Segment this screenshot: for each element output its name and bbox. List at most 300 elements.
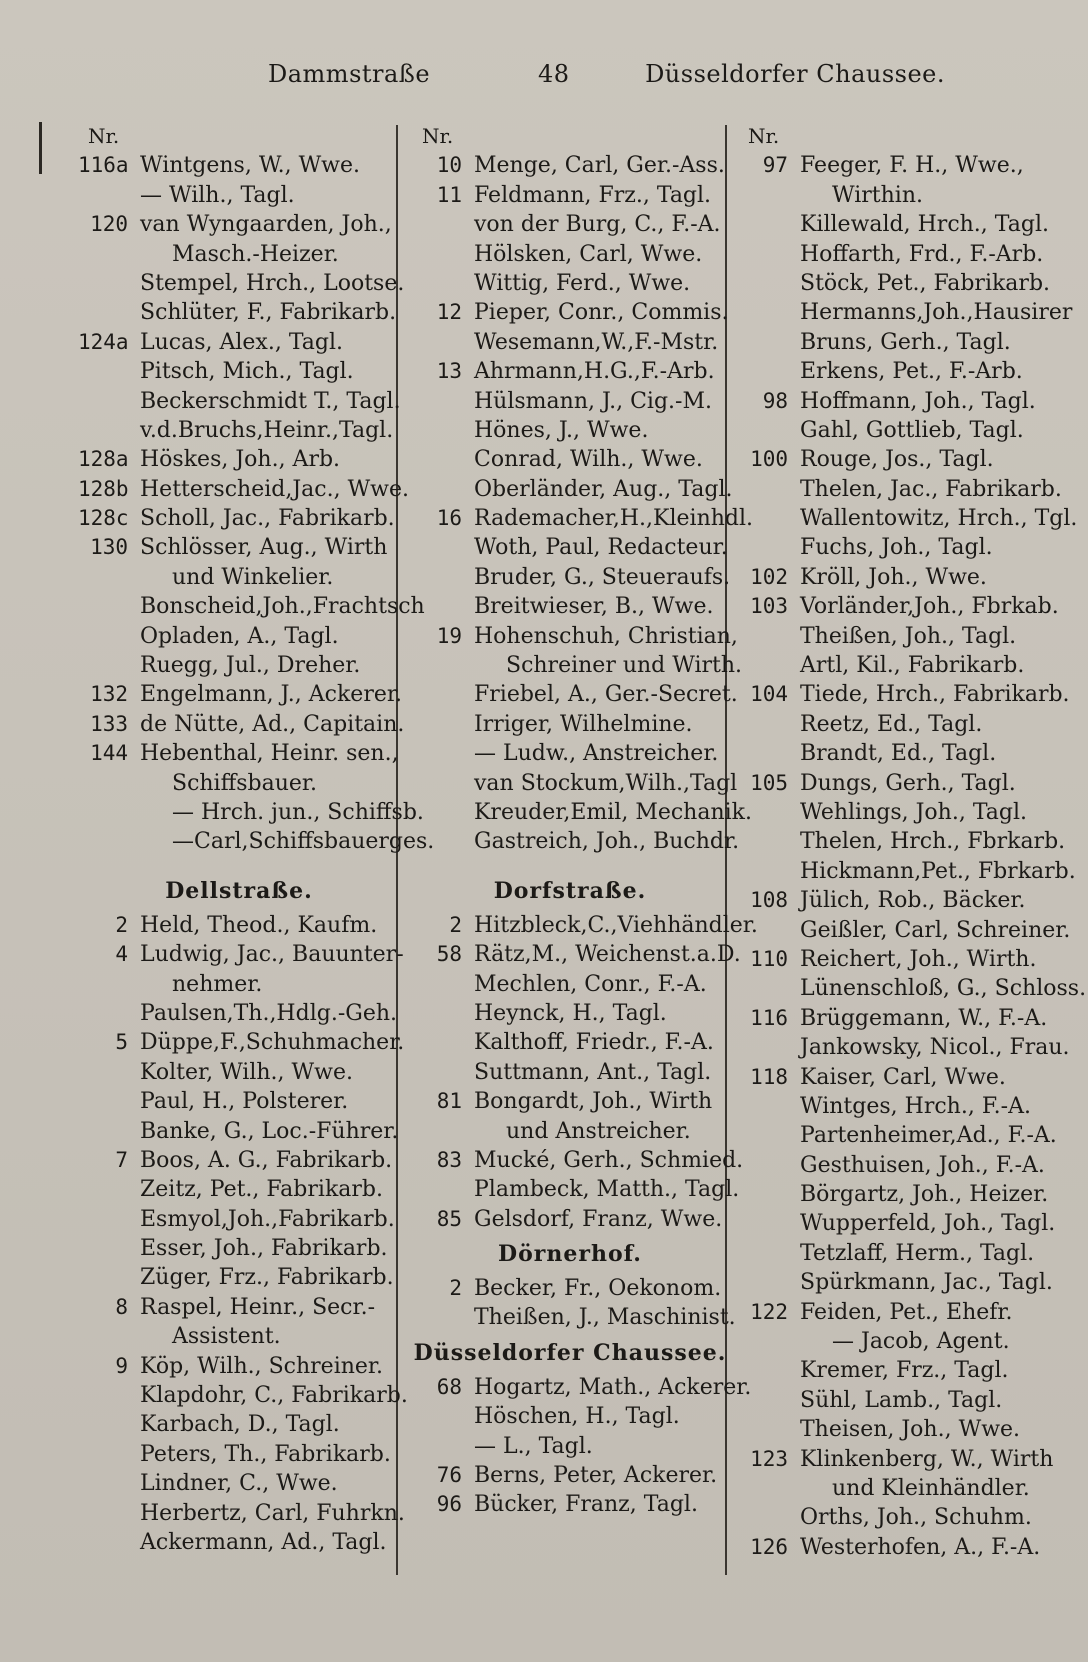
house-number: 83 — [436, 1147, 462, 1172]
entry-text: Pieper, Conr., Commis. — [474, 300, 729, 326]
entry-text: Plambeck, Matth., Tagl. — [474, 1177, 740, 1203]
entry-text: Karbach, D., Tagl. — [140, 1412, 340, 1438]
directory-entry — [412, 1303, 736, 1332]
entry-text: Tetzlaff, Herm., Tagl. — [800, 1240, 1035, 1266]
directory-entry — [738, 1092, 1060, 1121]
directory-entry — [412, 1490, 728, 1519]
entry-text: Irriger, Wilhelmine. — [474, 711, 693, 737]
entry-text: Hölsken, Carl, Wwe. — [474, 241, 703, 267]
house-number: 5 — [115, 1030, 128, 1055]
house-number: 2 — [115, 912, 128, 937]
entry-text: Killewald, Hrch., Tagl. — [800, 212, 1049, 238]
house-number: 144 — [90, 741, 128, 766]
entry-text: Ruegg, Jul., Dreher. — [140, 653, 361, 679]
entry-text: Theißen, J., Maschinist. — [474, 1305, 736, 1331]
directory-entry — [78, 999, 400, 1028]
directory-entry — [78, 1528, 400, 1557]
entry-text: Schreiner und Wirth. — [506, 653, 743, 679]
directory-entry — [78, 1499, 405, 1528]
house-number: 85 — [436, 1206, 462, 1231]
entry-text: Klinkenberg, W., Wirth — [800, 1446, 1054, 1472]
entry-text: Paul, H., Polsterer. — [140, 1089, 349, 1115]
entry-text: — Ludw., Anstreicher. — [474, 741, 719, 767]
entry-text: Mucké, Gerh., Schmied. — [474, 1147, 744, 1173]
entry-text: Hoffarth, Frd., F.-Arb. — [800, 241, 1044, 267]
directory-entry — [738, 1268, 1060, 1297]
directory-entry — [738, 592, 1060, 621]
directory-entry — [78, 1058, 400, 1087]
entry-text: Esmyol,Joh.,Fabrikarb. — [140, 1206, 395, 1232]
directory-entry — [738, 416, 1060, 445]
entry-text: Hetterscheid,Jac., Wwe. — [140, 476, 410, 502]
entry-text: Hoffmann, Joh., Tagl. — [800, 388, 1036, 414]
entry-text: Reetz, Ed., Tagl. — [800, 711, 983, 737]
entry-text: Hönes, J., Wwe. — [474, 417, 649, 443]
directory-entry — [738, 886, 1060, 915]
directory-entry — [738, 563, 1060, 592]
directory-entry — [738, 1151, 1060, 1180]
directory-entry — [738, 945, 1060, 974]
entry-text: Schiffsbauer. — [172, 770, 317, 796]
directory-entry — [412, 1087, 728, 1116]
entry-text: Nr. — [88, 124, 120, 148]
entry-text: Brandt, Ed., Tagl. — [800, 741, 997, 767]
house-number: 10 — [436, 153, 462, 178]
house-number: 4 — [115, 942, 128, 967]
entry-text: Rouge, Jos., Tagl. — [800, 447, 994, 473]
directory-entry — [78, 798, 424, 827]
directory-entry — [412, 504, 754, 533]
house-number: 81 — [436, 1089, 462, 1114]
directory-entry — [78, 298, 400, 327]
directory-entry — [738, 1503, 1060, 1532]
house-number: 12 — [436, 300, 462, 325]
entry-text: Jülich, Rob., Bäcker. — [800, 888, 1026, 914]
entry-text: Opladen, A., Tagl. — [140, 623, 339, 649]
directory-entry — [412, 181, 728, 210]
house-number: 128a — [78, 447, 129, 472]
entry-text: Nr. — [748, 124, 780, 148]
entry-text: Hebenthal, Heinr. sen., — [140, 741, 399, 767]
entry-text: Stempel, Hrch., Lootse. — [140, 270, 405, 296]
directory-entry — [412, 533, 728, 562]
directory-entry — [78, 1381, 408, 1410]
directory-entry — [412, 1432, 728, 1461]
house-number: 97 — [762, 153, 788, 178]
entry-text: und Anstreicher. — [506, 1118, 691, 1144]
entry-text: Gahl, Gottlieb, Tagl. — [800, 417, 1024, 443]
entry-text: Hogartz, Math., Ackerer. — [474, 1374, 752, 1400]
page-number: 48 — [538, 60, 570, 88]
entry-text: Rademacher,H.,Kleinhdl. — [474, 506, 754, 532]
directory-entry — [78, 1146, 400, 1175]
directory-entry — [78, 504, 400, 533]
directory-entry — [412, 475, 733, 504]
entry-text: Woth, Paul, Redacteur. — [474, 535, 728, 561]
house-number: 2 — [449, 912, 462, 937]
directory-entry — [738, 710, 1060, 739]
street-heading — [412, 871, 728, 911]
directory-entry — [412, 827, 740, 856]
entry-text: Sühl, Lamb., Tagl. — [800, 1387, 1003, 1413]
street-heading — [78, 871, 400, 911]
entry-text: Gelsdorf, Franz, Wwe. — [474, 1206, 723, 1232]
entry-text: Höschen, H., Tagl. — [474, 1404, 680, 1430]
street-heading — [412, 1234, 728, 1274]
entry-text: Börgartz, Joh., Heizer. — [800, 1182, 1049, 1208]
directory-entry — [412, 445, 728, 474]
directory-entry — [78, 1352, 400, 1381]
house-number: 133 — [90, 711, 128, 736]
house-number: 76 — [436, 1463, 462, 1488]
directory-entry — [738, 739, 1060, 768]
directory-entry — [738, 1533, 1060, 1562]
entry-text: Menge, Carl, Ger.-Ass. — [474, 153, 725, 179]
entry-text: Ludwig, Jac., Bauunter- — [140, 942, 404, 968]
entry-text: Ahrmann,H.G.,F.-Arb. — [474, 359, 715, 385]
directory-entry — [78, 827, 435, 856]
directory-entry — [412, 328, 728, 357]
entry-text: Hermanns,Joh.,Hausirer — [800, 300, 1073, 326]
entry-text: Pitsch, Mich., Tagl. — [140, 359, 354, 385]
directory-entry — [738, 533, 1060, 562]
directory-entry — [738, 857, 1076, 886]
entry-text: Oberländer, Aug., Tagl. — [474, 476, 733, 502]
entry-text: Züger, Frz., Fabrikarb. — [140, 1265, 394, 1291]
entry-text: Berns, Peter, Ackerer. — [474, 1463, 718, 1489]
entry-text: Esser, Joh., Fabrikarb. — [140, 1236, 388, 1262]
entry-text: Kalthoff, Friedr., F.-A. — [474, 1030, 714, 1056]
directory-entry — [78, 533, 400, 562]
house-number: 2 — [449, 1276, 462, 1301]
house-number: 96 — [436, 1492, 462, 1517]
directory-entry — [78, 911, 400, 940]
directory-entry — [738, 769, 1060, 798]
entry-text: Held, Theod., Kaufm. — [140, 912, 378, 938]
directory-entry — [412, 151, 728, 180]
directory-entry — [78, 1410, 400, 1439]
entry-text: Nr. — [422, 124, 454, 148]
column-2 — [412, 122, 758, 1520]
directory-entry — [412, 1146, 744, 1175]
entry-text: Theißen, Joh., Tagl. — [800, 623, 1017, 649]
directory-entry — [412, 739, 728, 768]
directory-entry — [738, 827, 1066, 856]
directory-entry — [412, 622, 738, 651]
house-number: 118 — [750, 1064, 788, 1089]
directory-entry — [412, 1274, 728, 1303]
directory-entry — [738, 445, 1060, 474]
entry-text: Lucas, Alex., Tagl. — [140, 329, 344, 355]
directory-entry — [78, 651, 400, 680]
house-number: 7 — [115, 1147, 128, 1172]
entry-text: Mechlen, Conr., F.-A. — [474, 971, 707, 997]
entry-text: Westerhofen, A., F.-A. — [800, 1534, 1041, 1560]
directory-entry — [78, 475, 410, 504]
entry-text: Düppe,F.,Schuhmacher. — [140, 1030, 405, 1056]
directory-entry — [738, 1474, 1060, 1503]
directory-entry — [738, 1209, 1060, 1238]
entry-text: Kolter, Wilh., Wwe. — [140, 1059, 353, 1085]
directory-entry — [738, 328, 1060, 357]
entry-text: Kaiser, Carl, Wwe. — [800, 1064, 1006, 1090]
house-number: 116a — [78, 153, 129, 178]
directory-entry — [78, 151, 400, 180]
directory-entry — [412, 1117, 728, 1146]
house-number: 132 — [90, 682, 128, 707]
directory-entry — [412, 911, 758, 940]
entry-text: Kreuder,Emil, Mechanik. — [474, 799, 752, 825]
directory-entry — [412, 240, 728, 269]
house-number: 104 — [750, 682, 788, 707]
entry-text: Heynck, H., Tagl. — [474, 1000, 667, 1026]
entry-text: Suttmann, Ant., Tagl. — [474, 1059, 712, 1085]
entry-text: Paulsen,Th.,Hdlg.-Geh. — [140, 1000, 398, 1026]
house-number: 9 — [115, 1353, 128, 1378]
directory-entry — [738, 622, 1060, 651]
directory-entry — [412, 563, 731, 592]
entry-text: Fuchs, Joh., Tagl. — [800, 535, 993, 561]
entry-text: Geißler, Carl, Schreiner. — [800, 917, 1071, 943]
directory-entry — [738, 298, 1073, 327]
directory-entry — [412, 1058, 728, 1087]
entry-text: Zeitz, Pet., Fabrikarb. — [140, 1177, 383, 1203]
entry-text: Hitzbleck,C.,Viehhändler. — [474, 912, 758, 938]
entry-text: von der Burg, C., F.-A. — [474, 212, 721, 238]
house-number: 16 — [436, 506, 462, 531]
directory-entry — [412, 298, 728, 327]
entry-text: Gesthuisen, Joh., F.-A. — [800, 1152, 1045, 1178]
directory-entry — [78, 940, 404, 969]
street-name: Düsseldorfer Chaussee. — [413, 1339, 727, 1366]
house-number: 105 — [750, 770, 788, 795]
directory-entry — [78, 1175, 400, 1204]
directory-entry — [412, 798, 752, 827]
directory-entry — [78, 210, 400, 239]
house-number: 68 — [436, 1374, 462, 1399]
directory-entry — [412, 269, 728, 298]
directory-entry — [738, 504, 1078, 533]
directory-entry — [738, 1121, 1060, 1150]
directory-entry — [412, 1402, 728, 1431]
entry-text: Hickmann,Pet., Fbrkarb. — [800, 858, 1076, 884]
directory-entry — [412, 940, 741, 969]
directory-entry — [412, 1373, 752, 1402]
column-header — [412, 122, 728, 151]
entry-text: Feeger, F. H., Wwe., — [800, 153, 1024, 179]
entry-text: Friebel, A., Ger.-Secret. — [474, 682, 738, 708]
entry-text: Reichert, Joh., Wirth. — [800, 946, 1037, 972]
directory-entry — [78, 1440, 400, 1469]
directory-entry — [78, 769, 400, 798]
house-number: 120 — [90, 212, 128, 237]
directory-entry — [738, 1004, 1060, 1033]
directory-entry — [412, 999, 728, 1028]
entry-text: Gastreich, Joh., Buchdr. — [474, 829, 740, 855]
entry-text: Bruns, Gerh., Tagl. — [800, 329, 1011, 355]
directory-entry — [412, 357, 728, 386]
directory-entry — [412, 1175, 740, 1204]
entry-text: Breitwieser, B., Wwe. — [474, 594, 714, 620]
column-header — [78, 122, 400, 151]
directory-entry — [738, 974, 1087, 1003]
entry-text: — Wilh., Tagl. — [140, 182, 295, 208]
entry-text: Becker, Fr., Oekonom. — [474, 1276, 722, 1302]
entry-text: Brüggemann, W., F.-A. — [800, 1005, 1048, 1031]
entry-text: Conrad, Wilh., Wwe. — [474, 447, 703, 473]
directory-entry — [412, 1028, 728, 1057]
entry-text: — Jacob, Agent. — [832, 1329, 1010, 1355]
house-number: 103 — [750, 594, 788, 619]
directory-entry — [738, 1063, 1060, 1092]
directory-entry — [738, 387, 1060, 416]
entry-text: van Stockum,Wilh.,Tagl — [474, 770, 738, 796]
house-number: 98 — [762, 388, 788, 413]
entry-text: Klapdohr, C., Fabrikarb. — [140, 1383, 408, 1409]
entry-text: de Nütte, Ad., Capitain. — [140, 711, 405, 737]
entry-text: Ackermann, Ad., Tagl. — [140, 1529, 387, 1555]
directory-entry — [412, 1205, 728, 1234]
directory-entry — [412, 416, 728, 445]
directory-entry — [412, 387, 728, 416]
entry-text: und Winkelier. — [172, 564, 334, 590]
entry-text: Artl, Kil., Fabrikarb. — [800, 653, 1025, 679]
house-number: 102 — [750, 564, 788, 589]
house-number: 58 — [436, 942, 462, 967]
house-number: 108 — [750, 888, 788, 913]
header-right-street: Düsseldorfer Chaussee. — [645, 60, 945, 88]
entry-text: Banke, G., Loc.-Führer. — [140, 1118, 399, 1144]
entry-text: Peters, Th., Fabrikarb. — [140, 1441, 391, 1467]
entry-text: Köp, Wilh., Schreiner. — [140, 1353, 384, 1379]
directory-entry — [738, 1298, 1060, 1327]
directory-entry — [78, 181, 400, 210]
entry-text: Wirthin. — [832, 182, 923, 208]
directory-entry — [78, 1087, 400, 1116]
directory-entry — [738, 916, 1071, 945]
entry-text: Vorländer,Joh., Fbrkab. — [800, 594, 1059, 620]
entry-text: Kremer, Frz., Tagl. — [800, 1358, 1009, 1384]
house-number: 126 — [750, 1534, 788, 1559]
directory-entry — [78, 416, 400, 445]
directory-entry — [412, 1461, 728, 1490]
house-number: 100 — [750, 447, 788, 472]
directory-entry — [78, 269, 405, 298]
entry-text: Tiede, Hrch., Fabrikarb. — [800, 682, 1070, 708]
entry-text: und Kleinhändler. — [832, 1475, 1030, 1501]
directory-entry — [78, 357, 400, 386]
directory-entry — [78, 1205, 400, 1234]
directory-entry — [78, 970, 400, 999]
entry-text: Wittig, Ferd., Wwe. — [474, 270, 691, 296]
directory-entry — [78, 1322, 400, 1351]
directory-entry — [738, 151, 1060, 180]
directory-entry — [738, 651, 1060, 680]
margin-mark — [39, 122, 42, 174]
column-3 — [738, 122, 1087, 1562]
directory-entry — [738, 1415, 1060, 1444]
entry-text: Kröll, Joh., Wwe. — [800, 564, 987, 590]
entry-text: Rätz,M., Weichenst.a.D. — [474, 942, 741, 968]
entry-text: —Carl,Schiffsbauerges. — [172, 829, 435, 855]
entry-text: Bruder, G., Steueraufs. — [474, 564, 731, 590]
entry-text: Scholl, Jac., Fabrikarb. — [140, 506, 395, 532]
house-number: 128b — [78, 476, 129, 501]
entry-text: Beckerschmidt T., Tagl. — [140, 388, 401, 414]
house-number: 8 — [115, 1294, 128, 1319]
entry-text: Wehlings, Joh., Tagl. — [800, 799, 1028, 825]
entry-text: — L., Tagl. — [474, 1433, 593, 1459]
entry-text: Feiden, Pet., Ehefr. — [800, 1299, 1013, 1325]
street-name: Dorfstraße. — [493, 877, 647, 904]
house-number: 13 — [436, 359, 462, 384]
entry-text: Raspel, Heinr., Secr.- — [140, 1294, 376, 1320]
entry-text: Schlüter, F., Fabrikarb. — [140, 300, 397, 326]
directory-entry — [738, 680, 1070, 709]
entry-text: — Hrch. jun., Schiffsb. — [172, 799, 424, 825]
entry-text: Wallentowitz, Hrch., Tgl. — [800, 506, 1078, 532]
entry-text: Bonscheid,Joh.,Frachtsch — [140, 594, 425, 620]
entry-text: Lindner, C., Wwe. — [140, 1471, 338, 1497]
entry-text: Masch.-Heizer. — [172, 241, 339, 267]
house-number: 130 — [90, 535, 128, 560]
entry-text: Bücker, Franz, Tagl. — [474, 1492, 698, 1518]
directory-entry — [412, 651, 743, 680]
entry-text: Herbertz, Carl, Fuhrkn. — [140, 1500, 405, 1526]
directory-entry — [412, 592, 728, 621]
directory-entry — [78, 622, 400, 651]
directory-entry — [738, 1327, 1060, 1356]
entry-text: Hohenschuh, Christian, — [474, 623, 738, 649]
entry-text: Spürkmann, Jac., Tagl. — [800, 1270, 1053, 1296]
directory-entry — [78, 387, 400, 416]
directory-entry — [412, 210, 728, 239]
directory-entry — [738, 798, 1060, 827]
directory-entry — [412, 710, 728, 739]
directory-entry — [738, 1180, 1060, 1209]
entry-text: Partenheimer,Ad., F.-A. — [800, 1123, 1057, 1149]
entry-text: Erkens, Pet., F.-Arb. — [800, 359, 1023, 385]
directory-entry — [78, 328, 400, 357]
entry-text: Orths, Joh., Schuhm. — [800, 1505, 1032, 1531]
entry-text: Feldmann, Frz., Tagl. — [474, 182, 712, 208]
entry-text: van Wyngaarden, Joh., — [140, 212, 392, 238]
directory-entry — [738, 210, 1060, 239]
house-number: 128c — [78, 506, 129, 531]
entry-text: Wesemann,W.,F.-Mstr. — [474, 329, 719, 355]
header-left-street: Dammstraße — [268, 60, 431, 88]
house-number: 110 — [750, 946, 788, 971]
directory-entry — [78, 240, 400, 269]
house-number: 19 — [436, 623, 462, 648]
directory-entry — [78, 1293, 400, 1322]
page-header — [0, 60, 1088, 94]
directory-entry — [412, 769, 738, 798]
directory-entry — [738, 475, 1060, 504]
directory-entry — [738, 1386, 1060, 1415]
directory-entry — [738, 269, 1060, 298]
house-number: 123 — [750, 1446, 788, 1471]
entry-text: Thelen, Jac., Fabrikarb. — [800, 476, 1062, 502]
directory-entry — [738, 357, 1060, 386]
house-number: 11 — [436, 182, 462, 207]
entry-text: Thelen, Hrch., Fbrkarb. — [800, 829, 1066, 855]
directory-entry — [738, 1033, 1070, 1062]
entry-text: Wupperfeld, Joh., Tagl. — [800, 1211, 1056, 1237]
entry-text: Engelmann, J., Ackerer. — [140, 682, 402, 708]
directory-entry — [78, 739, 400, 768]
street-name: Dellstraße. — [165, 877, 313, 904]
